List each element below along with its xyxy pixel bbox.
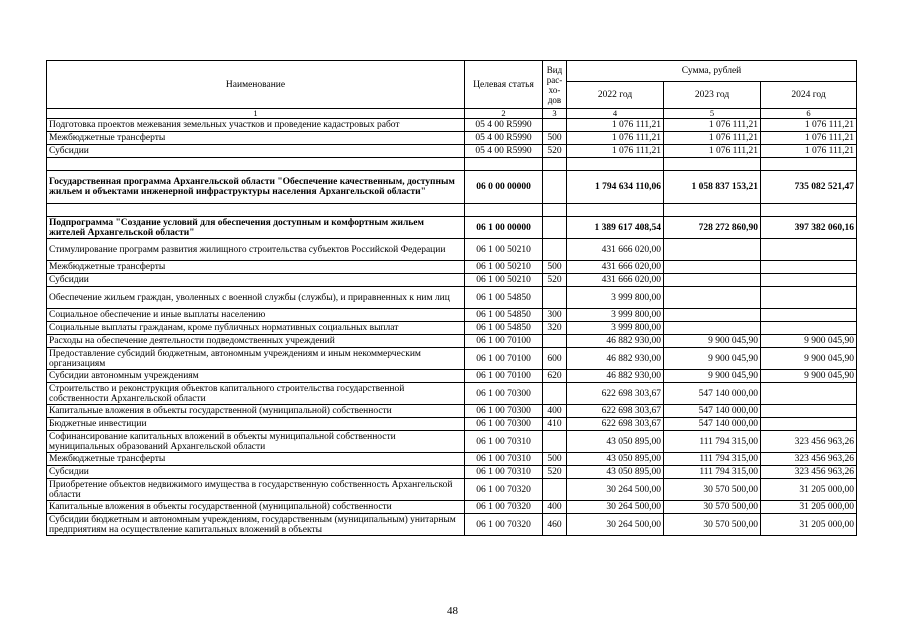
name-cell: Субсидии xyxy=(47,145,465,158)
table-row xyxy=(47,431,857,453)
table-row xyxy=(47,145,857,158)
name-cell: Предоставление субсидий бюджетным, автономным учреждениям и иным некоммерческим организациям xyxy=(47,348,465,370)
amount-2024-cell: 1 076 111,21 xyxy=(761,119,857,132)
amount-2023-cell xyxy=(664,274,761,287)
header-year-2022: 2022 год xyxy=(567,82,664,109)
type-cell: 320 xyxy=(543,322,567,335)
name-cell: Подпрограмма "Создание условий для обеспечения доступным и комфортным жильем жителей Архангельской области" xyxy=(47,217,465,239)
name-cell: Социальное обеспечение и иные выплаты населению xyxy=(47,309,465,322)
code-cell: 06 1 00 70320 xyxy=(465,479,543,501)
amount-2023-cell: 1 076 111,21 xyxy=(664,132,761,145)
empty-cell xyxy=(465,158,543,171)
code-cell: 06 1 00 70320 xyxy=(465,501,543,514)
table-row xyxy=(47,309,857,322)
amount-2022-cell: 622 698 303,67 xyxy=(567,383,664,405)
header-name: Наименование xyxy=(47,61,465,109)
name-cell: Межбюджетные трансферты xyxy=(47,132,465,145)
code-cell: 06 1 00 70300 xyxy=(465,418,543,431)
amount-2023-cell xyxy=(664,322,761,335)
type-cell xyxy=(543,171,567,204)
page-number: 48 xyxy=(447,605,458,617)
amount-2022-cell: 46 882 930,00 xyxy=(567,370,664,383)
empty-cell xyxy=(543,204,567,217)
code-cell: 06 1 00 50210 xyxy=(465,239,543,261)
amount-2024-cell: 31 205 000,00 xyxy=(761,501,857,514)
code-cell: 06 1 00 54850 xyxy=(465,322,543,335)
amount-2022-cell: 30 264 500,00 xyxy=(567,514,664,536)
amount-2023-cell: 1 058 837 153,21 xyxy=(664,171,761,204)
table-row xyxy=(47,418,857,431)
amount-2023-cell: 547 140 000,00 xyxy=(664,405,761,418)
amount-2023-cell: 9 900 045,90 xyxy=(664,348,761,370)
name-cell: Расходы на обеспечение деятельности подведомственных учреждений xyxy=(47,335,465,348)
name-cell: Субсидии автономным учреждениям xyxy=(47,370,465,383)
code-cell: 05 4 00 R5990 xyxy=(465,119,543,132)
name-cell: Бюджетные инвестиции xyxy=(47,418,465,431)
type-cell: 460 xyxy=(543,514,567,536)
table-row xyxy=(47,239,857,261)
type-cell: 500 xyxy=(543,132,567,145)
amount-2023-cell xyxy=(664,309,761,322)
amount-2022-cell: 3 999 800,00 xyxy=(567,287,664,309)
table-row xyxy=(47,261,857,274)
type-cell xyxy=(543,431,567,453)
name-cell: Софинансирование капитальных вложений в объекты муниципальной собственности муниципальных образований Архангельской области xyxy=(47,431,465,453)
amount-2022-cell: 43 050 895,00 xyxy=(567,431,664,453)
empty-cell xyxy=(664,158,761,171)
name-cell: Капитальные вложения в объекты государственной (муниципальной) собственности xyxy=(47,405,465,418)
amount-2024-cell: 1 076 111,21 xyxy=(761,145,857,158)
header-year-2023: 2023 год xyxy=(664,82,761,109)
amount-2024-cell: 735 082 521,47 xyxy=(761,171,857,204)
amount-2022-cell: 3 999 800,00 xyxy=(567,322,664,335)
amount-2023-cell xyxy=(664,239,761,261)
empty-cell xyxy=(465,204,543,217)
type-cell: 520 xyxy=(543,145,567,158)
type-cell xyxy=(543,479,567,501)
amount-2023-cell: 9 900 045,90 xyxy=(664,335,761,348)
type-cell xyxy=(543,119,567,132)
type-cell xyxy=(543,217,567,239)
code-cell: 06 1 00 70100 xyxy=(465,348,543,370)
type-cell: 400 xyxy=(543,405,567,418)
table-row xyxy=(47,501,857,514)
amount-2024-cell xyxy=(761,383,857,405)
amount-2023-cell: 30 570 500,00 xyxy=(664,501,761,514)
type-cell xyxy=(543,383,567,405)
table-row xyxy=(47,119,857,132)
amount-2022-cell: 622 698 303,67 xyxy=(567,405,664,418)
amount-2023-cell: 111 794 315,00 xyxy=(664,453,761,466)
code-cell: 06 1 00 70100 xyxy=(465,335,543,348)
empty-cell xyxy=(567,204,664,217)
header-row xyxy=(47,61,857,82)
code-cell: 06 1 00 00000 xyxy=(465,217,543,239)
code-cell: 05 4 00 R5990 xyxy=(465,132,543,145)
column-number: 2 xyxy=(465,109,543,119)
empty-cell xyxy=(761,204,857,217)
amount-2022-cell: 1 076 111,21 xyxy=(567,145,664,158)
code-cell: 06 1 00 70100 xyxy=(465,370,543,383)
amount-2022-cell: 43 050 895,00 xyxy=(567,453,664,466)
amount-2023-cell: 547 140 000,00 xyxy=(664,418,761,431)
empty-cell xyxy=(47,204,465,217)
header-type: Вид рас-хо-дов xyxy=(543,61,567,109)
empty-cell xyxy=(543,158,567,171)
table-row xyxy=(47,171,857,204)
name-cell: Капитальные вложения в объекты государственной (муниципальной) собственности xyxy=(47,501,465,514)
type-cell xyxy=(543,287,567,309)
amount-2023-cell xyxy=(664,261,761,274)
amount-2024-cell: 9 900 045,90 xyxy=(761,335,857,348)
amount-2023-cell: 547 140 000,00 xyxy=(664,383,761,405)
spacer-row xyxy=(47,158,857,171)
name-cell: Стимулирование программ развития жилищного строительства субъектов Российской Федерации xyxy=(47,239,465,261)
table-row xyxy=(47,383,857,405)
amount-2022-cell: 1 794 634 110,06 xyxy=(567,171,664,204)
column-number-row xyxy=(47,109,857,119)
amount-2023-cell: 30 570 500,00 xyxy=(664,479,761,501)
amount-2024-cell xyxy=(761,274,857,287)
table-row xyxy=(47,514,857,536)
column-number: 3 xyxy=(543,109,567,119)
amount-2022-cell: 30 264 500,00 xyxy=(567,501,664,514)
type-cell xyxy=(543,335,567,348)
code-cell: 06 1 00 50210 xyxy=(465,261,543,274)
amount-2023-cell: 111 794 315,00 xyxy=(664,466,761,479)
type-cell: 500 xyxy=(543,453,567,466)
name-cell: Обеспечение жильем граждан, уволенных с военной службы (службы), и приравненных к ним лиц xyxy=(47,287,465,309)
amount-2022-cell: 1 076 111,21 xyxy=(567,132,664,145)
amount-2023-cell: 111 794 315,00 xyxy=(664,431,761,453)
amount-2024-cell xyxy=(761,287,857,309)
amount-2024-cell xyxy=(761,405,857,418)
table-row xyxy=(47,453,857,466)
table-row xyxy=(47,132,857,145)
type-cell: 620 xyxy=(543,370,567,383)
name-cell: Государственная программа Архангельской области "Обеспечение качественным, доступным жильем и объектами инженерной инфраструктуры населения Архангельской области" xyxy=(47,171,465,204)
column-number: 5 xyxy=(664,109,761,119)
amount-2022-cell: 1 076 111,21 xyxy=(567,119,664,132)
code-cell: 06 1 00 70310 xyxy=(465,431,543,453)
empty-cell xyxy=(664,204,761,217)
table-row xyxy=(47,217,857,239)
amount-2023-cell: 1 076 111,21 xyxy=(664,119,761,132)
table-row xyxy=(47,322,857,335)
type-cell: 500 xyxy=(543,261,567,274)
amount-2023-cell xyxy=(664,287,761,309)
amount-2022-cell: 431 666 020,00 xyxy=(567,239,664,261)
column-number: 1 xyxy=(47,109,465,119)
amount-2023-cell: 9 900 045,90 xyxy=(664,370,761,383)
empty-cell xyxy=(47,158,465,171)
spacer-row xyxy=(47,204,857,217)
table-body xyxy=(47,119,857,536)
name-cell: Межбюджетные трансферты xyxy=(47,453,465,466)
header-code: Целевая статья xyxy=(465,61,543,109)
name-cell: Субсидии бюджетным и автономным учреждениям, государственным (муниципальным) унитарным предприятиям на осуществление капитальных вложений в объекты xyxy=(47,514,465,536)
amount-2024-cell xyxy=(761,322,857,335)
table-row xyxy=(47,405,857,418)
name-cell: Строительство и реконструкция объектов капитального строительства государственной собственности Архангельской области xyxy=(47,383,465,405)
amount-2024-cell: 31 205 000,00 xyxy=(761,479,857,501)
name-cell: Приобретение объектов недвижимого имущества в государственную собственность Архангельской области xyxy=(47,479,465,501)
code-cell: 06 1 00 50210 xyxy=(465,274,543,287)
code-cell: 06 1 00 54850 xyxy=(465,287,543,309)
empty-cell xyxy=(761,158,857,171)
column-number: 4 xyxy=(567,109,664,119)
type-cell xyxy=(543,239,567,261)
name-cell: Социальные выплаты гражданам, кроме публичных нормативных социальных выплат xyxy=(47,322,465,335)
header-year-2024: 2024 год xyxy=(761,82,857,109)
amount-2022-cell: 46 882 930,00 xyxy=(567,348,664,370)
amount-2022-cell: 30 264 500,00 xyxy=(567,479,664,501)
amount-2022-cell: 431 666 020,00 xyxy=(567,274,664,287)
amount-2022-cell: 3 999 800,00 xyxy=(567,309,664,322)
amount-2024-cell: 323 456 963,26 xyxy=(761,466,857,479)
amount-2024-cell: 323 456 963,26 xyxy=(761,453,857,466)
budget-table xyxy=(46,60,857,536)
code-cell: 05 4 00 R5990 xyxy=(465,145,543,158)
amount-2023-cell: 728 272 860,90 xyxy=(664,217,761,239)
name-cell: Подготовка проектов межевания земельных участков и проведение кадастровых работ xyxy=(47,119,465,132)
header-sum: Сумма, рублей xyxy=(567,61,857,82)
type-cell: 600 xyxy=(543,348,567,370)
table-row xyxy=(47,348,857,370)
table-row xyxy=(47,370,857,383)
amount-2023-cell: 1 076 111,21 xyxy=(664,145,761,158)
amount-2024-cell: 323 456 963,26 xyxy=(761,431,857,453)
amount-2022-cell: 46 882 930,00 xyxy=(567,335,664,348)
amount-2024-cell: 31 205 000,00 xyxy=(761,514,857,536)
amount-2024-cell: 9 900 045,90 xyxy=(761,370,857,383)
amount-2024-cell: 1 076 111,21 xyxy=(761,132,857,145)
amount-2024-cell xyxy=(761,261,857,274)
type-cell: 400 xyxy=(543,501,567,514)
code-cell: 06 1 00 70310 xyxy=(465,466,543,479)
amount-2022-cell: 431 666 020,00 xyxy=(567,261,664,274)
amount-2024-cell: 397 382 060,16 xyxy=(761,217,857,239)
type-cell: 300 xyxy=(543,309,567,322)
code-cell: 06 1 00 70300 xyxy=(465,383,543,405)
amount-2022-cell: 622 698 303,67 xyxy=(567,418,664,431)
amount-2023-cell: 30 570 500,00 xyxy=(664,514,761,536)
table-row xyxy=(47,335,857,348)
amount-2024-cell: 9 900 045,90 xyxy=(761,348,857,370)
amount-2024-cell xyxy=(761,239,857,261)
code-cell: 06 0 00 00000 xyxy=(465,171,543,204)
column-number: 6 xyxy=(761,109,857,119)
code-cell: 06 1 00 70310 xyxy=(465,453,543,466)
table-row xyxy=(47,466,857,479)
code-cell: 06 1 00 54850 xyxy=(465,309,543,322)
table-row xyxy=(47,287,857,309)
empty-cell xyxy=(567,158,664,171)
name-cell: Субсидии xyxy=(47,466,465,479)
amount-2022-cell: 43 050 895,00 xyxy=(567,466,664,479)
code-cell: 06 1 00 70300 xyxy=(465,405,543,418)
type-cell: 410 xyxy=(543,418,567,431)
name-cell: Межбюджетные трансферты xyxy=(47,261,465,274)
table-row xyxy=(47,479,857,501)
code-cell: 06 1 00 70320 xyxy=(465,514,543,536)
amount-2022-cell: 1 389 617 408,54 xyxy=(567,217,664,239)
type-cell: 520 xyxy=(543,274,567,287)
amount-2024-cell xyxy=(761,309,857,322)
table-row xyxy=(47,274,857,287)
name-cell: Субсидии xyxy=(47,274,465,287)
type-cell: 520 xyxy=(543,466,567,479)
amount-2024-cell xyxy=(761,418,857,431)
